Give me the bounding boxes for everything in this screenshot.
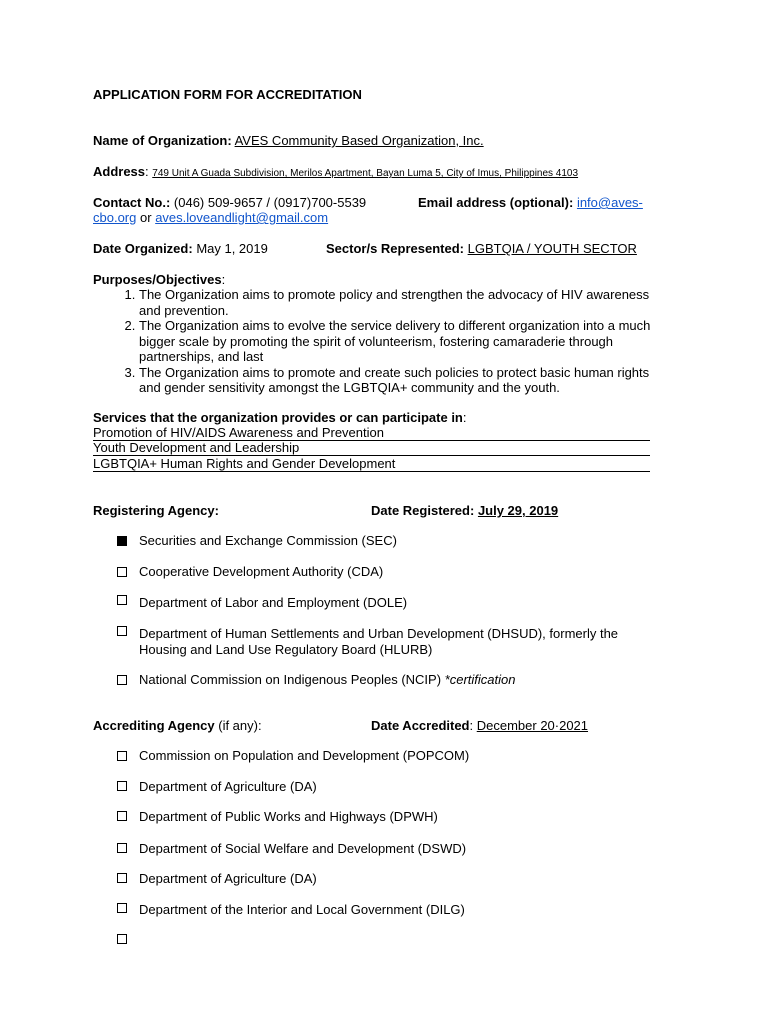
checkbox-da-2[interactable]	[117, 873, 127, 883]
date-accredited-row: Date Accredited: December 20·2021	[371, 718, 589, 733]
sector-value: LGBTQIA / YOUTH SECTOR	[467, 241, 637, 256]
option-da-2: Department of Agriculture (DA)	[139, 871, 317, 886]
email-row	[418, 195, 643, 210]
organization-name-row	[93, 133, 484, 148]
option-dpwh: Department of Public Works and Highways (DPWH)	[139, 809, 438, 824]
purpose-item: 3. The Organization aims to promote and create such policies to protect basic human rights and gender sensitivity amongst the LGBTQIA+ community and the youth.	[139, 365, 669, 396]
option-dilg: Department of the Interior and Local Government (DILG)	[139, 902, 465, 917]
purpose-item: 2. The Organization aims to evolve the service delivery to different organization into a much bigger scale by promoting the spirit of volunteerism, fostering camaraderie through partnerships, and last	[139, 318, 669, 365]
service-line: Promotion of HIV/AIDS Awareness and Prevention	[93, 426, 650, 441]
purpose-item: 1. The Organization aims to promote policy and strengthen the advocacy of HIV awareness and prevention.	[139, 287, 669, 318]
date-organized-row	[93, 241, 268, 256]
checkbox-cda[interactable]	[117, 567, 127, 577]
checkbox-dpwh[interactable]	[117, 811, 127, 821]
registering-agency-label: Registering Agency:	[93, 503, 219, 518]
date-registered-row	[371, 503, 558, 518]
email-row-continued	[93, 210, 328, 225]
email-label: Email address (optional):	[418, 195, 574, 210]
email-link-1-part-b[interactable]: cbo.org	[93, 210, 137, 225]
option-da: Department of Agriculture (DA)	[139, 779, 317, 794]
option-dhsud: Department of Human Settlements and Urban Development (DHSUD), formerly the Housing and Land Use Regulatory Board (HLURB)	[139, 626, 619, 657]
date-organized-label: Date Organized:	[93, 241, 193, 256]
accrediting-agency-note: (if any):	[218, 718, 262, 733]
option-ncip	[139, 672, 679, 688]
sector-label: Sector/s Represented:	[326, 241, 464, 256]
date-registered-value: July 29, 2019	[477, 503, 559, 518]
services-heading: Services that the organization provides or can participate in:	[93, 410, 467, 425]
date-accredited-value: December 20·2021	[476, 718, 589, 733]
date-accredited-label: Date Accredited	[371, 718, 470, 733]
checkbox-dswd[interactable]	[117, 843, 127, 853]
checkbox-sec[interactable]	[117, 536, 127, 546]
option-dole: Department of Labor and Employment (DOLE)	[139, 595, 408, 610]
services-label: Services that the organization provides or can participate in	[93, 410, 463, 425]
contact-value: (046) 509-9657 / (0917)700-5539	[173, 195, 367, 210]
option-ncip-note: *certification	[444, 672, 516, 687]
registering-agency-heading	[93, 503, 219, 518]
date-organized-value: May 1, 2019	[196, 241, 268, 256]
organization-name-label: Name of Organization:	[93, 133, 232, 148]
email-link-1-part-a[interactable]: info@aves-	[576, 195, 643, 210]
address-row: Address: 749 Unit A Guada Subdivision, Merilos Apartment, Bayan Luma 5, City of Imus, Philippines 4103	[93, 164, 579, 179]
service-line: LGBTQIA+ Human Rights and Gender Development	[93, 457, 650, 472]
option-cda: Cooperative Development Authority (CDA)	[139, 564, 384, 579]
address-label: Address	[93, 164, 146, 179]
checkbox-ncip[interactable]	[117, 675, 127, 685]
contact-row	[93, 195, 366, 210]
checkbox-dhsud[interactable]	[117, 626, 127, 636]
form-title: APPLICATION FORM FOR ACCREDITATION	[93, 87, 362, 102]
checkbox-da[interactable]	[117, 781, 127, 791]
email-link-2[interactable]: aves.loveandlight@gmail.com	[155, 210, 329, 225]
option-popcom: Commission on Population and Development (POPCOM)	[139, 748, 470, 763]
accrediting-agency-label: Accrediting Agency	[93, 718, 215, 733]
date-registered-label: Date Registered:	[371, 503, 475, 518]
purposes-heading: Purposes/Objectives:	[93, 272, 226, 287]
sector-row	[326, 241, 637, 256]
accrediting-agency-heading	[93, 718, 262, 733]
checkbox-dole[interactable]	[117, 595, 127, 605]
option-sec: Securities and Exchange Commission (SEC)	[139, 533, 397, 548]
purposes-list	[93, 287, 669, 396]
checkbox-other[interactable]	[117, 934, 127, 944]
email-or-text: or	[140, 210, 152, 225]
service-line: Youth Development and Leadership	[93, 441, 650, 456]
organization-name-value: AVES Community Based Organization, Inc.	[234, 133, 484, 148]
purposes-label: Purposes/Objectives	[93, 272, 222, 287]
address-value: 749 Unit A Guada Subdivision, Merilos Apartment, Bayan Luma 5, City of Imus, Philippines 4103	[152, 168, 579, 179]
option-dswd: Department of Social Welfare and Development (DSWD)	[139, 841, 467, 856]
contact-label: Contact No.:	[93, 195, 171, 210]
option-ncip-label: National Commission on Indigenous Peoples (NCIP)	[139, 672, 442, 687]
checkbox-popcom[interactable]	[117, 751, 127, 761]
checkbox-dilg[interactable]	[117, 903, 127, 913]
